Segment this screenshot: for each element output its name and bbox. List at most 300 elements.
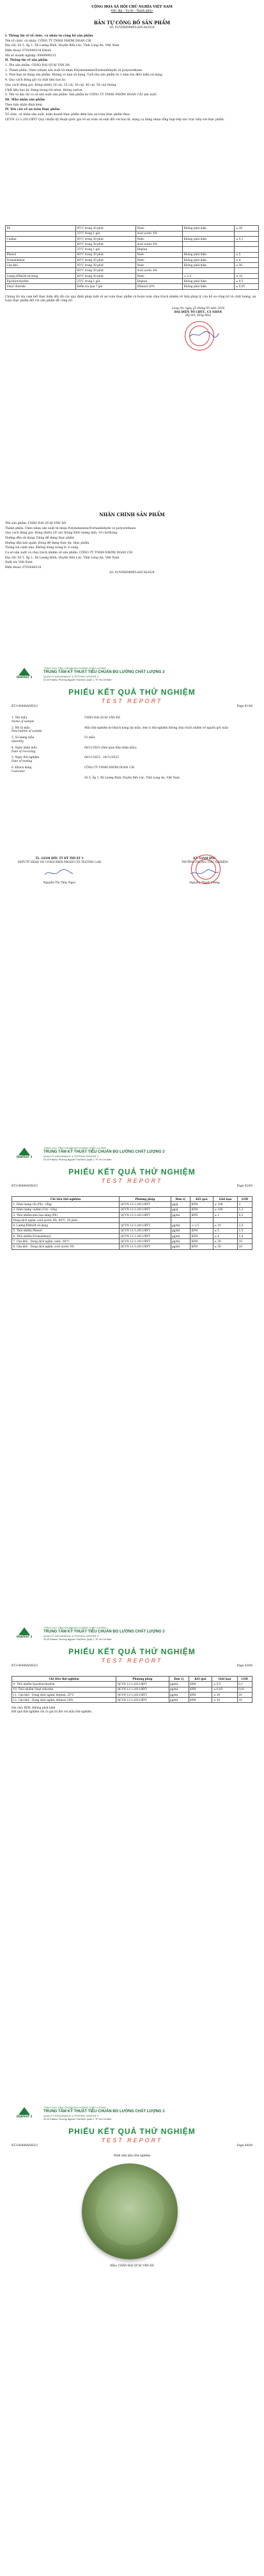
info-label (12, 756, 82, 764)
table-header-cell: Đơn vị (171, 1197, 190, 1202)
table-cell: KPH (190, 1233, 214, 1238)
info-label-vi: 1. Tên mẫu (12, 716, 27, 720)
table-cell: QCVN 12-1:2011/BYT (120, 1228, 171, 1233)
label-line: Địa chỉ: Số 5, Ấp 1, Xã Lương Bình, Huyện Bến Lức, Tỉnh Long An, Việt Nam (5, 556, 120, 560)
table-row (12, 1233, 252, 1238)
results-table (12, 1676, 252, 1703)
lab-name-en: QUALITY ASSURANCE & TESTING CENTER 3 (43, 675, 98, 679)
table-cell: 60°C trong 30 phút (76, 252, 136, 257)
table-cell (183, 242, 235, 247)
table-cell (235, 242, 259, 247)
table-cell: ≤ 0,05 (212, 1687, 237, 1692)
logo-text: QUATEST 3 (16, 1155, 33, 1158)
table-row (12, 1692, 252, 1697)
table-cell: Nước (136, 273, 182, 278)
label-line: Thông tin cảnh báo: Không dùng trong lò vi sóng (5, 546, 79, 550)
table-cell: Acid acetic 4% (136, 242, 182, 247)
table-cell (183, 268, 235, 273)
table-cell: Nước (136, 263, 182, 268)
representative-title: ĐẠI DIỆN TỔ CHỨC, CÁ NHÂN (174, 310, 222, 314)
table-cell: ≤ 30 (235, 263, 259, 268)
label-line: Hướng dẫn sử dụng: Dùng để đựng thực phẩm (5, 537, 75, 540)
table-cell: 3. Thôi nhiễm kim loại nặng (Pb) (12, 1212, 120, 1217)
table-row (12, 1223, 252, 1228)
table-row (6, 252, 259, 257)
table-cell: ≤ 0,5 (212, 1682, 237, 1687)
section2-line: 2. Thành phần: Chén (nhựa) sản xuất từ nhựa Polymelamine/Formaldehyde và polyurethane. (5, 68, 143, 72)
signature (43, 869, 75, 878)
section2-line: 3. Thời hạn sử dụng sản phẩm: Không có hạn sử dụng. Tuổi thọ sản phẩm từ 3 năm tùy điều kiện sử dụng. (5, 74, 164, 77)
lab-name: TRUNG TÂM KỸ THUẬT TIÊU CHUẨN ĐO LƯỜNG CHẤT LƯỢNG 3 (43, 1150, 165, 1155)
table-row (6, 231, 259, 236)
table-cell: 10 (237, 1692, 252, 1697)
lab-name: TRUNG TÂM KỸ THUẬT TIÊU CHUẨN ĐO LƯỜNG CHẤT LƯỢNG 3 (43, 2110, 165, 2114)
table-cell: 25°C trong 1 giờ (76, 247, 136, 252)
lab-address: Số 49 Pasteur, Phường Nguyễn Thái Bình, Quận 1, TP. Hồ Chí Minh (43, 1638, 112, 1641)
table-cell (120, 1218, 171, 1223)
section2-line: Quy cách đóng gói: Đóng nhiều 20 cái, 25 cái, 30 cái, 40 cái, 50 cái/ thùng (5, 83, 116, 87)
table-cell: QCVN 12-1:2011/BYT (120, 1202, 171, 1207)
report-title-vi: PHIẾU KẾT QUẢ THỬ NGHIỆM (68, 1167, 196, 1176)
test-report-page-4 (5, 2105, 259, 2565)
label-line: Thành phần: Chén nhựa sản xuất từ nhựa Polymelamine/Formaldehyde và polyurethane (5, 526, 136, 530)
table-cell: Epichlorohydrin (6, 278, 76, 283)
lab-logo (12, 1627, 37, 1640)
table-cell: µg/ml (169, 1692, 189, 1697)
table-row (12, 1218, 252, 1223)
quatest-logo-icon (19, 1627, 30, 1635)
table-cell: QCVN 12-1:2011/BYT (120, 1207, 171, 1212)
table-cell: 60°C trong 30 phút (76, 257, 136, 262)
label-doc-number: Số: 01/VIDHMMP/LAOCAI/2024 (109, 571, 155, 574)
table-cell: Heptan (136, 247, 182, 252)
table-cell: µg/ml (169, 1682, 189, 1687)
table-row (12, 1682, 252, 1687)
table-cell: 1,5 (238, 1228, 252, 1233)
info-row (12, 756, 252, 764)
info-value: 06/11/2023 - 16/11/2023 (84, 756, 119, 760)
report-title-en: TEST REPORT (101, 1657, 163, 1664)
table-cell: ≤ 10 (213, 1223, 237, 1228)
table-cell: ≤ 4 (213, 1233, 237, 1238)
table-cell (171, 1218, 190, 1223)
table-row (12, 1687, 252, 1692)
table-row (6, 236, 259, 241)
table-row (12, 1202, 252, 1207)
photo-caption: Hình ảnh mẫu thử nghiệm (113, 2154, 151, 2158)
table-cell (190, 1218, 214, 1223)
table-cell: ≤ 4 (235, 257, 259, 262)
label-line: Quy cách đóng gói: Đóng nhiều 20 cái/ thùng Khối lượng tịnh: 10 cái/thùng (5, 532, 118, 535)
info-value: 06/11/2023 (thời gian tiếp nhận mẫu) (84, 746, 137, 750)
table-row (6, 268, 259, 273)
table-cell (6, 242, 76, 247)
report-title-en: TEST REPORT (101, 698, 163, 705)
table-cell: Không phát hiện (183, 236, 235, 241)
table-cell: Không phát hiện (183, 252, 235, 257)
table-cell: 10 (238, 1244, 252, 1249)
logo-text: QUATEST 3 (16, 676, 33, 679)
info-row (12, 736, 252, 744)
table-cell: 0,1 (237, 1682, 252, 1687)
table-cell: Vinyl chloride (6, 284, 76, 289)
representative-sub: (Ký tên, đóng dấu) (185, 314, 212, 318)
info-value: 01 mẫu (84, 736, 95, 740)
table-cell: ≤ 30 (213, 1239, 237, 1244)
info-row (12, 747, 252, 754)
table-cell (183, 247, 235, 252)
table-cell: QCVN 12-1:2011/BYT (116, 1687, 169, 1692)
motto: Độc lập - Tự do - Hạnh phúc (111, 10, 153, 13)
section4-text: Tổ chức, cá nhân sản xuất, kinh doanh thực phẩm đảm bảo an toàn thực phẩm theo: (5, 113, 131, 116)
test-report-page-1 (5, 665, 259, 1126)
info-row (12, 777, 252, 780)
table-cell: 95°C trong 30 phút (76, 226, 136, 231)
table-cell: < 2,5 (190, 1223, 214, 1228)
table-cell: QCVN 12-1:2011/BYT (116, 1698, 169, 1703)
table-cell: ≤ 100 (213, 1207, 237, 1212)
table-cell: 7. Cặn khô - Dung dịch ngâm: nước, 60°C (12, 1239, 120, 1244)
lab-logo (12, 668, 37, 681)
table-cell: KPH (189, 1682, 212, 1687)
table-header-cell: Giới hạn (213, 1197, 237, 1202)
table-cell (213, 1218, 237, 1223)
table-cell: Acid acetic 4% (136, 268, 182, 273)
table-cell: 10 (238, 1239, 252, 1244)
sample-photo (82, 2163, 178, 2259)
test-report-page-2 (5, 1145, 259, 1606)
table-cell: 5. Thôi nhiễm Phenol (12, 1228, 120, 1233)
table-header-cell: Kết quả (189, 1677, 212, 1682)
table-cell: µg/ml (171, 1239, 190, 1244)
section1-line: Địa chỉ: Số 5, Ấp 1, Xã Lương Bình, Huyện Bến Lức, Tỉnh Long An, Việt Nam (5, 44, 120, 48)
table-cell: ≤ 5 (213, 1228, 237, 1233)
table-cell: KPH (190, 1239, 214, 1244)
lab-address: Số 49 Pasteur, Phường Nguyễn Thái Bình, Quận 1, TP. Hồ Chí Minh (43, 2117, 112, 2121)
info-label-vi: 5. Ngày thử nghiệm (12, 756, 40, 760)
table-cell: 60°C trong 30 phút (76, 273, 136, 278)
table-cell: µg/ml (171, 1212, 190, 1217)
lab-logo (12, 1148, 37, 1160)
table-cell: 60°C trong 30 phút (76, 242, 136, 247)
table-cell: ≤ 100 (213, 1202, 237, 1207)
table-cell: Cặn khô (6, 263, 76, 268)
info-row (12, 716, 252, 724)
table-header-cell: LOD (238, 1197, 252, 1202)
declaration-page (5, 5, 259, 491)
table-cell: Ethanol 20% (136, 284, 182, 289)
info-label-en: Date of receiving (12, 750, 36, 754)
table-cell: QCVN 12-1:2011/BYT (116, 1692, 169, 1697)
table-header-cell: Kết quả (190, 1197, 214, 1202)
info-label-vi: 4. Ngày nhận mẫu (12, 746, 38, 750)
table-cell: 11. Cặn khô - Dung dịch ngâm: heptan, 25°C (12, 1692, 116, 1697)
table-cell: µg/ml (169, 1687, 189, 1692)
info-label (12, 777, 82, 780)
table-cell: KPH (190, 1228, 214, 1233)
table-cell: Không phát hiện (183, 278, 235, 283)
quatest-logo-icon (19, 2107, 30, 2115)
info-row (12, 727, 252, 734)
table-cell: Kiểm tra qua 7 giờ (76, 284, 136, 289)
table-cell: KPH (190, 1207, 214, 1212)
table-cell: 2,5 (238, 1223, 252, 1228)
table-row (12, 1207, 252, 1212)
lab-name: TRUNG TÂM KỸ THUẬT TIÊU CHUẨN ĐO LƯỜNG CHẤT LƯỢNG 3 (43, 1630, 165, 1634)
info-label (12, 736, 82, 744)
label-line: Tên sản phẩm: CHÂO ĐẠI QUẠI VĂN ĐÁ (5, 521, 66, 525)
sign-right-title: KT. GIÁM ĐỐC (193, 857, 216, 860)
note-remark: Kết quả thử nghiệm chỉ có giá trị đối với mẫu thử nghiệm (12, 1711, 92, 1714)
table-header-cell: LOD (237, 1677, 252, 1682)
table-cell: 25°C trong 1 giờ (76, 278, 136, 283)
table-cell: KPH (189, 1692, 212, 1697)
table-cell: QCVN 12-1:2011/BYT (120, 1244, 171, 1249)
table-cell: QCVN 12-1:2011/BYT (116, 1682, 169, 1687)
results-table (12, 1196, 252, 1250)
report-info (12, 716, 252, 782)
lab-agency: TỔNG CỤC TIÊU CHUẨN ĐO LƯỜNG CHẤT LƯỢNG (43, 1626, 107, 1629)
lab-name: TRUNG TÂM KỸ THUẬT TIÊU CHUẨN ĐO LƯỜNG CHẤT LƯỢNG 3 (43, 670, 165, 675)
table-row (12, 1698, 252, 1703)
table-cell: µg/ml (171, 1244, 190, 1249)
table-cell: Cadimi (6, 236, 76, 241)
lab-name-en: QUALITY ASSURANCE & TESTING CENTER 3 (43, 1634, 98, 1638)
label-line: Cơ sở sản xuất và chịu trách nhiệm về sản phẩm: CÔNG TY TNHH NHỜM DOAN CẢI (5, 551, 133, 555)
table-cell: 8. Cặn khô - Dung dịch ngâm: acid acetic 4% (12, 1244, 120, 1249)
table-row (6, 284, 259, 289)
report-title-en: TEST REPORT (101, 1178, 163, 1185)
lab-address: Số 49 Pasteur, Phường Nguyễn Thái Bình, Quận 1, TP. Hồ Chí Minh (43, 678, 112, 681)
table-cell: 95°C trong 30 phút (76, 236, 136, 241)
report-number: KT3-06494ANH3/1 (12, 1185, 38, 1188)
table-row (12, 1244, 252, 1249)
page-label: Page 03/04 (237, 1664, 252, 1668)
page-label: Page 02/04 (237, 1185, 252, 1188)
info-label-vi: 2. Mô tả mẫu (12, 726, 30, 730)
page-label: Page 01/04 (237, 705, 252, 708)
table-cell: Pb (6, 226, 76, 231)
table-cell: µg/g (171, 1202, 190, 1207)
table-cell: 6. Thôi nhiễm Formaldehyd (12, 1233, 120, 1238)
report-title-vi: PHIẾU KẾT QUẢ THỬ NGHIỆM (68, 2127, 196, 2136)
table-cell: 0,2 (238, 1212, 252, 1217)
sign-right-sub: TRƯỞNG PHÒNG THỬ NGHIỆM (181, 860, 228, 864)
report-number: KT3-06494ANH3/1 (12, 1664, 38, 1668)
table-cell (235, 268, 259, 273)
table-cell: < 2,5 (183, 273, 235, 278)
table-cell: µg/ml (169, 1698, 189, 1703)
section2-line: Chất liệu bao bì: Đựng trong túi nilon, thùng carton (5, 88, 82, 92)
table-row (6, 273, 259, 278)
criteria-table (5, 225, 259, 289)
table-cell: µg/g (171, 1207, 190, 1212)
table-cell: 9. Thôi nhiễm Epichlorohydrin (12, 1682, 116, 1687)
quatest-logo-icon (19, 1148, 30, 1155)
lab-agency: TỔNG CỤC TIÊU CHUẨN ĐO LƯỜNG CHẤT LƯỢNG (43, 667, 107, 670)
table-row (6, 257, 259, 262)
table-cell: µg/ml (171, 1228, 190, 1233)
table-header-cell: Đơn vị (169, 1677, 189, 1682)
info-label-en: Quantity (12, 739, 24, 743)
commitment-text: Chúng tôi xin cam kết thực hiện đầy đủ các quy định pháp luật về an toàn thực phẩm và hoàn toàn chịu trách nhiệm về tính pháp lý của hồ sơ công bố và chất lượng, an toàn thực phẩm đối với sản phẩm đã công bố. (5, 296, 256, 303)
table-header-cell: Phương pháp (120, 1197, 171, 1202)
logo-text: QUATEST 3 (16, 2115, 33, 2118)
table-cell: QCVN 12-1:2011/BYT (120, 1223, 171, 1228)
label-page (5, 512, 259, 627)
section2-line: 1. Tên sản phẩm: CHÂO ĐẠI QUẠI VĂN ĐÁ (5, 64, 70, 68)
label-line: Xuất xứ: Việt Nam (5, 561, 33, 565)
section1-line: Tên tổ chức, cá nhân: CÔNG TY TNHH NHỜM DOAN CẢI (5, 39, 91, 43)
table-cell: 10 (237, 1698, 252, 1703)
table-cell: ≤ 30 (212, 1698, 237, 1703)
info-label (12, 727, 82, 734)
table-cell: ≤ 0,5 (235, 278, 259, 283)
table-cell: 1,0 (238, 1233, 252, 1238)
report-number: KT3-06494ANH3/1 (12, 2144, 38, 2147)
table-cell: Acid acetic 4% (136, 231, 182, 236)
table-header-cell: Phương pháp (116, 1677, 169, 1682)
table-cell: ≤ 5 (235, 252, 259, 257)
lab-logo (12, 2107, 37, 2120)
table-row (6, 242, 259, 247)
table-cell: 95°C trong 30 phút (76, 263, 136, 268)
lab-agency: TỔNG CỤC TIÊU CHUẨN ĐO LƯỜNG CHẤT LƯỢNG (43, 1146, 107, 1150)
table-header-cell: Chỉ tiêu thử nghiệm (12, 1197, 120, 1202)
info-label-vi: 3. Số lượng mẫu (12, 736, 35, 740)
table-cell: 2 (238, 1202, 252, 1207)
section3-heading: III. Mẫu nhãn sản phẩm (5, 98, 45, 102)
info-label-en: Customer (12, 770, 26, 773)
report-title-en: TEST REPORT (101, 2137, 163, 2144)
table-cell: ≤ 0,1 (235, 236, 259, 241)
table-cell: Nước (136, 257, 182, 262)
info-value: Số 5, Ấp 1, Xã Lương Bình, Huyện Bến Lức, Tỉnh Long An, Việt Nam (84, 776, 180, 780)
table-row (12, 1212, 252, 1217)
table-cell (6, 247, 76, 252)
label-line: Điện thoại: 0702640318 (5, 566, 42, 570)
table-row (12, 1228, 252, 1233)
table-cell: ≤ 30 (235, 226, 259, 231)
table-cell: Không phát hiện (183, 284, 235, 289)
table-cell: ≤ 10 (235, 273, 259, 278)
table-cell: 12. Cặn khô - Dung dịch ngâm: ethanol 20% (12, 1698, 116, 1703)
table-cell (183, 231, 235, 236)
section2-line: 4. Quy cách đóng gói và chất liệu bao bì: (5, 79, 66, 83)
lab-address: Số 49 Pasteur, Phường Nguyễn Thái Bình, Quận 1, TP. Hồ Chí Minh (43, 1158, 112, 1161)
table-cell: KPH (190, 1212, 214, 1217)
table-row (6, 263, 259, 268)
label-line: Hướng dẫn bảo quản: Đóng để đựng thức ăn, thực phẩm (5, 541, 89, 545)
table-cell: KPH (190, 1202, 214, 1207)
table-cell: Nước (136, 226, 182, 231)
table-cell: Heptan (136, 278, 182, 283)
table-header-cell: Giới hạn (212, 1677, 237, 1682)
doc-number: Số: 01/VIDHMMP/LAOCAI/2024 (109, 26, 155, 29)
table-cell: Lượng KMnO4 sử dụng (6, 273, 76, 278)
section1-heading: I. Thông tin về tổ chức, cá nhân tự công bố sản phẩm (5, 34, 93, 38)
sample-label: Mẫu: CHÂO ĐẠI QUẠI VĂN ĐÁ (110, 2264, 154, 2268)
section1-line: Điện thoại: 0702640318 Email: (5, 49, 52, 52)
table-cell (235, 231, 259, 236)
table-cell: µg/ml (171, 1233, 190, 1238)
info-value: CÔNG TY TNHH NHỜM DOAN CẢI (84, 766, 135, 770)
table-cell: ≤ 0,05 (235, 284, 259, 289)
table-cell: 10. Thôi nhiễm Vinyl chloride (12, 1687, 116, 1692)
page-label: Page 04/04 (237, 2144, 252, 2147)
section2-line: 5. Tên và địa chỉ cơ sở sản xuất sản phẩm: Sản phẩm do CÔNG TY TNHH NHỜM DOAN CẢI sản xuất. (5, 93, 157, 97)
signature (189, 330, 221, 339)
place-date: Long An, ngày 25 tháng 05 năm 2024 (171, 306, 225, 310)
table-cell (238, 1218, 252, 1223)
table-cell (6, 268, 76, 273)
info-value: Mẫu thử nghiệm do khách hàng lấy mẫu, đơn vị thử nghiệm không chịu trách nhiệm về nguồn gốc mẫu (84, 726, 229, 730)
info-label-en: Description of sample (12, 730, 42, 734)
table-cell: Formaldehyd (6, 257, 76, 262)
table-cell: 1,2 (238, 1207, 252, 1212)
logo-text: QUATEST 3 (16, 1635, 33, 1638)
lab-agency: TỔNG CỤC TIÊU CHUẨN ĐO LƯỜNG CHẤT LƯỢNG (43, 2106, 107, 2109)
test-report-page-3 (5, 1625, 259, 2085)
section4-heading: IV. Yêu cầu về an toàn thực phẩm (5, 108, 60, 112)
report-number: KT3-06494ANH3/1 (12, 705, 38, 708)
bowl-inner (96, 2177, 164, 2245)
label-title: NHÃN CHÍNH SẢN PHẨM (99, 512, 165, 518)
table-cell: 60°C trong 30 phút (76, 268, 136, 273)
sign-right-name: Nguyễn Thanh Vương (189, 881, 220, 885)
table-row (6, 247, 259, 252)
table-cell: Nước (136, 236, 182, 241)
table-cell: Không phát hiện (183, 257, 235, 262)
report-title-vi: PHIẾU KẾT QUẢ THỬ NGHIỆM (68, 1647, 196, 1656)
table-cell: 1. Hàm lượng chì (Pb) - tổng (12, 1202, 120, 1207)
table-cell: ≤ 1 (213, 1212, 237, 1217)
lab-seal (191, 855, 221, 884)
table-cell: 4. Lượng KMnO4 sử dụng (12, 1223, 120, 1228)
info-label-vi: 6. Khách hàng (12, 766, 32, 770)
table-row (6, 278, 259, 283)
table-cell: QCVN 12-1:2011/BYT (120, 1212, 171, 1217)
table-cell: ≤ 30 (213, 1244, 237, 1249)
info-value: CHÂO ĐẠI QUẠI VĂN ĐÁ (84, 716, 120, 720)
sign-left-sub: DEPUTY HEAD OF CONSUMER PRODUCTS TESTING LAB (17, 860, 102, 864)
table-header-cell: Chỉ tiêu thử nghiệm (12, 1677, 116, 1682)
info-label (12, 716, 82, 724)
doc-title: BẢN TỰ CÔNG BỐ SẢN PHẨM (93, 20, 171, 26)
lab-name-en: QUALITY ASSURANCE & TESTING CENTER 3 (43, 2114, 98, 2118)
info-label-en: Date of testing (12, 760, 33, 764)
nation-heading: CỘNG HOÀ XÃ HỘI CHỦ NGHĨA VIỆT NAM (91, 5, 173, 9)
table-cell: Không phát hiện (183, 226, 235, 231)
table-cell: ≤ 30 (212, 1692, 237, 1697)
section2-heading: II. Thông tin về sản phẩm (5, 59, 48, 63)
table-cell: KPH (190, 1244, 214, 1249)
table-cell: QCVN 12-1:2011/BYT (120, 1239, 171, 1244)
info-row (12, 766, 252, 774)
table-cell: 0,01 (237, 1687, 252, 1692)
lab-name-en: QUALITY ASSURANCE & TESTING CENTER 3 (43, 1155, 98, 1158)
section3-text: Theo bản nhãn đính kèm (5, 103, 42, 107)
table-cell: Phenol (6, 252, 76, 257)
section1-line: Mã số doanh nghiệp: 0909999315 (5, 54, 56, 58)
table-cell: 2. Hàm lượng cadimi (Cd) - tổng (12, 1207, 120, 1212)
table-cell: KPH (189, 1698, 212, 1703)
info-label (12, 766, 82, 774)
table-cell: µg/ml (171, 1223, 190, 1228)
table-row (6, 226, 259, 231)
table-cell: Không phát hiện (183, 263, 235, 268)
quatest-logo-icon (19, 668, 30, 676)
